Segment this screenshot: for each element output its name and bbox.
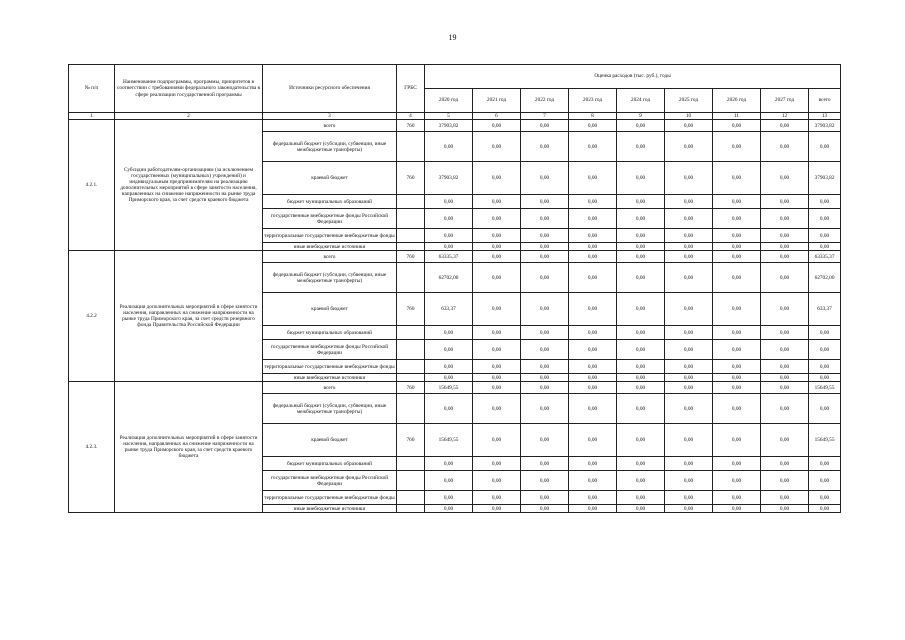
table-body <box>69 120 841 513</box>
year-value: 62702,00 <box>425 263 473 293</box>
year-value: 0,00 <box>761 394 809 424</box>
year-value: 0,00 <box>761 340 809 360</box>
year-value: 0,00 <box>569 457 617 471</box>
year-value: 0,00 <box>473 360 521 374</box>
year-value: 0,00 <box>473 120 521 132</box>
year-value: 0,00 <box>521 374 569 382</box>
funding-source: краевой бюджет <box>263 162 397 195</box>
year-value: 0,00 <box>665 457 713 471</box>
year-value: 0,00 <box>569 162 617 195</box>
year-value: 0,00 <box>617 195 665 209</box>
total-value: 0,00 <box>809 491 841 505</box>
year-value: 0,00 <box>713 505 761 513</box>
year-value: 0,00 <box>569 209 617 229</box>
year-value: 0,00 <box>473 263 521 293</box>
total-value: 0,00 <box>809 326 841 340</box>
year-value: 0,00 <box>713 229 761 243</box>
year-value: 0,00 <box>713 120 761 132</box>
year-value: 0,00 <box>713 471 761 491</box>
year-value: 0,00 <box>521 132 569 162</box>
header-year: 2026 год <box>713 89 761 113</box>
year-value: 0,00 <box>761 263 809 293</box>
year-value: 0,00 <box>425 471 473 491</box>
year-value: 0,00 <box>665 209 713 229</box>
year-value: 0,00 <box>425 374 473 382</box>
total-value: 0,00 <box>809 471 841 491</box>
year-value: 0,00 <box>713 374 761 382</box>
funding-source: государственные внебюджетные фонды Российской Федерации <box>263 471 397 491</box>
year-value: 0,00 <box>473 132 521 162</box>
year-value: 0,00 <box>617 293 665 326</box>
year-value: 0,00 <box>521 229 569 243</box>
budget-table <box>68 64 841 513</box>
funding-source: иные внебюджетные источники <box>263 243 397 251</box>
year-value: 0,00 <box>425 326 473 340</box>
year-value: 15649,55 <box>425 424 473 457</box>
year-value: 0,00 <box>425 132 473 162</box>
year-value: 0,00 <box>425 229 473 243</box>
year-value: 0,00 <box>713 209 761 229</box>
year-value: 0,00 <box>617 374 665 382</box>
grbs-code <box>397 360 425 374</box>
year-value: 0,00 <box>617 120 665 132</box>
year-value: 0,00 <box>665 491 713 505</box>
funding-source: федеральный бюджет (субсидии, субвенции, иные межбюджетные трансферты) <box>263 132 397 162</box>
year-value: 0,00 <box>425 360 473 374</box>
funding-source: иные внебюджетные источники <box>263 505 397 513</box>
year-value: 0,00 <box>761 424 809 457</box>
year-value: 0,00 <box>521 326 569 340</box>
funding-source: территориальные государственные внебюджетные фонды <box>263 229 397 243</box>
year-value: 0,00 <box>473 505 521 513</box>
year-value: 0,00 <box>521 394 569 424</box>
header-source: Источники ресурсного обеспечения <box>263 65 397 113</box>
grbs-code <box>397 394 425 424</box>
year-value: 0,00 <box>761 229 809 243</box>
year-value: 0,00 <box>617 424 665 457</box>
column-numbers-row <box>69 113 841 120</box>
grbs-code <box>397 195 425 209</box>
total-value: 0,00 <box>809 374 841 382</box>
funding-source: всего <box>263 382 397 394</box>
year-value: 0,00 <box>665 394 713 424</box>
year-value: 0,00 <box>713 491 761 505</box>
header-year: 2021 год <box>473 89 521 113</box>
header-total: всего <box>809 89 841 113</box>
funding-source: краевой бюджет <box>263 424 397 457</box>
year-value: 0,00 <box>665 471 713 491</box>
funding-source: бюджет муниципальных образований <box>263 195 397 209</box>
total-value: 62702,00 <box>809 263 841 293</box>
year-value: 0,00 <box>665 195 713 209</box>
grbs-code <box>397 457 425 471</box>
year-value: 0,00 <box>521 491 569 505</box>
year-value: 0,00 <box>425 457 473 471</box>
total-value: 0,00 <box>809 209 841 229</box>
year-value: 0,00 <box>521 162 569 195</box>
year-value: 0,00 <box>617 360 665 374</box>
year-value: 0,00 <box>617 326 665 340</box>
year-value: 0,00 <box>569 374 617 382</box>
grbs-code: 760 <box>397 293 425 326</box>
column-number: 11 <box>713 113 761 120</box>
year-value: 0,00 <box>761 491 809 505</box>
year-value: 0,00 <box>617 229 665 243</box>
year-value: 0,00 <box>761 326 809 340</box>
grbs-code <box>397 374 425 382</box>
year-value: 0,00 <box>665 120 713 132</box>
year-value: 0,00 <box>521 471 569 491</box>
column-number: 12 <box>761 113 809 120</box>
year-value: 0,00 <box>617 382 665 394</box>
year-value: 0,00 <box>761 505 809 513</box>
year-value: 0,00 <box>569 293 617 326</box>
year-value: 0,00 <box>665 505 713 513</box>
year-value: 0,00 <box>569 120 617 132</box>
year-value: 0,00 <box>521 457 569 471</box>
year-value: 15649,55 <box>425 382 473 394</box>
grbs-code <box>397 340 425 360</box>
year-value: 0,00 <box>521 263 569 293</box>
year-value: 0,00 <box>521 195 569 209</box>
year-value: 0,00 <box>569 360 617 374</box>
year-value: 0,00 <box>761 382 809 394</box>
year-value: 0,00 <box>473 374 521 382</box>
year-value: 0,00 <box>425 209 473 229</box>
year-value: 0,00 <box>617 209 665 229</box>
funding-source: всего <box>263 251 397 263</box>
column-number: 2 <box>115 113 263 120</box>
year-value: 0,00 <box>473 424 521 457</box>
column-number: 1 <box>69 113 115 120</box>
year-value: 0,00 <box>569 382 617 394</box>
year-value: 0,00 <box>713 382 761 394</box>
header-year: 2025 год <box>665 89 713 113</box>
year-value: 0,00 <box>473 293 521 326</box>
grbs-code <box>397 229 425 243</box>
year-value: 0,00 <box>665 424 713 457</box>
year-value: 0,00 <box>713 360 761 374</box>
funding-source: федеральный бюджет (субсидии, субвенции, иные межбюджетные трансферты) <box>263 394 397 424</box>
total-value: 633,37 <box>809 293 841 326</box>
column-number: 13 <box>809 113 841 120</box>
year-value: 0,00 <box>473 209 521 229</box>
header-num: № п/п <box>69 65 115 113</box>
year-value: 0,00 <box>617 162 665 195</box>
year-value: 0,00 <box>473 457 521 471</box>
year-value: 0,00 <box>761 243 809 251</box>
year-value: 0,00 <box>665 360 713 374</box>
year-value: 0,00 <box>761 162 809 195</box>
year-value: 0,00 <box>617 243 665 251</box>
year-value: 0,00 <box>521 360 569 374</box>
year-value: 0,00 <box>569 471 617 491</box>
year-value: 0,00 <box>713 394 761 424</box>
year-value: 0,00 <box>713 424 761 457</box>
year-value: 0,00 <box>713 340 761 360</box>
funding-source: территориальные государственные внебюджетные фонды <box>263 491 397 505</box>
header-year: 2024 год <box>617 89 665 113</box>
grbs-code: 760 <box>397 120 425 132</box>
year-value: 0,00 <box>521 209 569 229</box>
year-value: 0,00 <box>665 382 713 394</box>
year-value: 0,00 <box>665 340 713 360</box>
year-value: 0,00 <box>665 326 713 340</box>
year-value: 37903,82 <box>425 120 473 132</box>
year-value: 0,00 <box>665 132 713 162</box>
column-number: 5 <box>425 113 473 120</box>
year-value: 0,00 <box>617 132 665 162</box>
year-value: 0,00 <box>473 326 521 340</box>
year-value: 0,00 <box>761 360 809 374</box>
grbs-code <box>397 505 425 513</box>
funding-source: бюджет муниципальных образований <box>263 326 397 340</box>
total-value: 0,00 <box>809 132 841 162</box>
grbs-code <box>397 263 425 293</box>
total-value: 0,00 <box>809 340 841 360</box>
year-value: 0,00 <box>665 293 713 326</box>
year-value: 0,00 <box>713 326 761 340</box>
table-row <box>69 120 841 132</box>
year-value: 0,00 <box>569 326 617 340</box>
year-value: 0,00 <box>617 505 665 513</box>
total-value: 37903,82 <box>809 120 841 132</box>
year-value: 0,00 <box>617 394 665 424</box>
year-value: 0,00 <box>665 229 713 243</box>
grbs-code <box>397 209 425 229</box>
year-value: 0,00 <box>425 491 473 505</box>
total-value: 37903,82 <box>809 162 841 195</box>
grbs-code <box>397 471 425 491</box>
year-value: 0,00 <box>425 340 473 360</box>
header-year: 2020 год <box>425 89 473 113</box>
column-number: 10 <box>665 113 713 120</box>
year-value: 0,00 <box>569 424 617 457</box>
header-year: 2023 год <box>569 89 617 113</box>
funding-source: федеральный бюджет (субсидии, субвенции, иные межбюджетные трансферты) <box>263 263 397 293</box>
year-value: 0,00 <box>569 243 617 251</box>
year-value: 0,00 <box>617 251 665 263</box>
column-number: 7 <box>521 113 569 120</box>
year-value: 0,00 <box>761 132 809 162</box>
grbs-code: 760 <box>397 382 425 394</box>
funding-source: бюджет муниципальных образований <box>263 457 397 471</box>
year-value: 0,00 <box>665 374 713 382</box>
year-value: 0,00 <box>473 471 521 491</box>
year-value: 0,00 <box>425 394 473 424</box>
year-value: 0,00 <box>425 195 473 209</box>
year-value: 0,00 <box>473 162 521 195</box>
funding-source: иные внебюджетные источники <box>263 374 397 382</box>
year-value: 0,00 <box>713 457 761 471</box>
total-value: 0,00 <box>809 394 841 424</box>
grbs-code <box>397 243 425 251</box>
year-value: 0,00 <box>761 209 809 229</box>
year-value: 0,00 <box>713 263 761 293</box>
year-value: 0,00 <box>713 195 761 209</box>
year-value: 0,00 <box>665 243 713 251</box>
year-value: 0,00 <box>425 505 473 513</box>
year-value: 37903,82 <box>425 162 473 195</box>
item-code: 4.2.1. <box>69 120 115 251</box>
year-value: 0,00 <box>425 243 473 251</box>
year-value: 0,00 <box>473 229 521 243</box>
year-value: 0,00 <box>521 120 569 132</box>
total-value: 63335,37 <box>809 251 841 263</box>
year-value: 0,00 <box>665 251 713 263</box>
header-name: Наименование подпрограммы, программы, приоритетов в соответствии с требованиями федерального законодательства в сфере реализации государственной программы <box>115 65 263 113</box>
year-value: 0,00 <box>617 263 665 293</box>
year-value: 0,00 <box>617 471 665 491</box>
header-year: 2022 год <box>521 89 569 113</box>
page-number: 19 <box>448 33 457 42</box>
total-value: 15649,55 <box>809 382 841 394</box>
year-value: 0,00 <box>617 457 665 471</box>
column-number: 6 <box>473 113 521 120</box>
item-code: 4.2.2 <box>69 251 115 382</box>
total-value: 0,00 <box>809 195 841 209</box>
grbs-code <box>397 326 425 340</box>
funding-source: краевой бюджет <box>263 293 397 326</box>
year-value: 0,00 <box>761 195 809 209</box>
year-value: 0,00 <box>521 424 569 457</box>
year-value: 0,00 <box>617 340 665 360</box>
year-value: 0,00 <box>761 120 809 132</box>
year-value: 0,00 <box>521 251 569 263</box>
table-row <box>69 251 841 263</box>
year-value: 0,00 <box>761 293 809 326</box>
year-value: 0,00 <box>761 251 809 263</box>
funding-source: территориальные государственные внебюджетные фонды <box>263 360 397 374</box>
year-value: 0,00 <box>569 263 617 293</box>
total-value: 0,00 <box>809 505 841 513</box>
column-number: 3 <box>263 113 397 120</box>
column-number: 9 <box>617 113 665 120</box>
year-value: 0,00 <box>665 162 713 195</box>
grbs-code: 760 <box>397 424 425 457</box>
year-value: 0,00 <box>473 394 521 424</box>
total-value: 0,00 <box>809 457 841 471</box>
funding-source: государственные внебюджетные фонды Российской Федерации <box>263 340 397 360</box>
year-value: 0,00 <box>713 293 761 326</box>
year-value: 0,00 <box>569 340 617 360</box>
item-name: Реализация дополнительных мероприятий в сфере занятости населения, направленных на снижение напряженности на рынке труда Приморского края, за счет средств краевого бюджета <box>115 382 263 513</box>
year-value: 0,00 <box>713 251 761 263</box>
year-value: 0,00 <box>569 251 617 263</box>
column-number: 4 <box>397 113 425 120</box>
year-value: 0,00 <box>473 243 521 251</box>
year-value: 0,00 <box>761 374 809 382</box>
year-value: 0,00 <box>569 394 617 424</box>
total-value: 0,00 <box>809 229 841 243</box>
year-value: 0,00 <box>569 491 617 505</box>
year-value: 0,00 <box>473 340 521 360</box>
year-value: 0,00 <box>713 132 761 162</box>
column-number: 8 <box>569 113 617 120</box>
funding-source: государственные внебюджетные фонды Российской Федерации <box>263 209 397 229</box>
year-value: 0,00 <box>761 457 809 471</box>
year-value: 0,00 <box>521 382 569 394</box>
item-name: Реализация дополнительных мероприятий в сфере занятости населения, направленных на снижение напряженности на рынке труда Приморского края, за счет средств резервного фонда Правительства Российской Федерации <box>115 251 263 382</box>
year-value: 0,00 <box>521 243 569 251</box>
grbs-code: 760 <box>397 162 425 195</box>
year-value: 0,00 <box>569 132 617 162</box>
year-value: 0,00 <box>569 505 617 513</box>
year-value: 63335,37 <box>425 251 473 263</box>
grbs-code <box>397 132 425 162</box>
header-year: 2027 год <box>761 89 809 113</box>
year-value: 0,00 <box>473 195 521 209</box>
funding-source: всего <box>263 120 397 132</box>
year-value: 633,37 <box>425 293 473 326</box>
year-value: 0,00 <box>569 195 617 209</box>
year-value: 0,00 <box>617 491 665 505</box>
year-value: 0,00 <box>713 162 761 195</box>
year-value: 0,00 <box>713 243 761 251</box>
year-value: 0,00 <box>761 471 809 491</box>
year-value: 0,00 <box>473 491 521 505</box>
item-code: 4.2.3. <box>69 382 115 513</box>
total-value: 0,00 <box>809 360 841 374</box>
total-value: 15649,55 <box>809 424 841 457</box>
item-name: Субсидии работодателям-организациям (за исключением государственных (муниципальных) учреждений) и индивидуальным предпринимателям на реализацию дополнительных мероприятий в сфере занятости населения, направленных на снижение напряженности на рынке труда Приморского края, за счет средств краевого бюджета <box>115 120 263 251</box>
grbs-code: 760 <box>397 251 425 263</box>
year-value: 0,00 <box>665 263 713 293</box>
total-value: 0,00 <box>809 243 841 251</box>
header-grbs: ГРБС <box>397 65 425 113</box>
year-value: 0,00 <box>521 293 569 326</box>
year-value: 0,00 <box>569 229 617 243</box>
grbs-code <box>397 491 425 505</box>
year-value: 0,00 <box>473 251 521 263</box>
header-estimate: Оценка расходов (тыс. руб.), годы <box>425 65 841 89</box>
year-value: 0,00 <box>473 382 521 394</box>
year-value: 0,00 <box>521 340 569 360</box>
year-value: 0,00 <box>521 505 569 513</box>
table-row <box>69 382 841 394</box>
